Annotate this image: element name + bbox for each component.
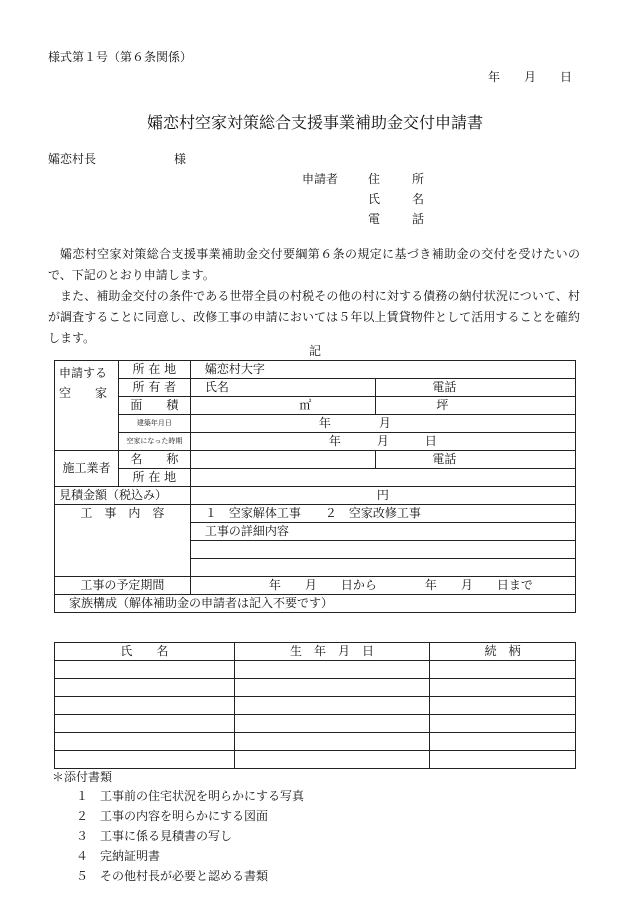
table-row bbox=[55, 697, 576, 715]
work-label: 工 事 内 容 bbox=[55, 505, 191, 577]
addressee-honorific: 様 bbox=[174, 152, 187, 166]
table-row bbox=[55, 715, 576, 733]
contractor-name-label: 名 称 bbox=[118, 451, 190, 469]
work-options[interactable]: １ 空家解体工事 ２ 空家改修工事 bbox=[190, 505, 575, 523]
table-row bbox=[55, 751, 576, 769]
vacant-value[interactable]: 年 月 日 bbox=[190, 433, 575, 451]
owner-label: 所 有 者 bbox=[118, 379, 190, 397]
contractor-loc-label: 所 在 地 bbox=[118, 469, 190, 487]
list-item: ５ その他村長が必要と認める書類 bbox=[76, 869, 269, 883]
attachments-list bbox=[76, 786, 304, 886]
family-col-relation: 続 柄 bbox=[430, 643, 576, 661]
addressee-label: 孀恋村長 bbox=[48, 152, 97, 166]
akiya-label: 申請する 空 家 bbox=[55, 361, 119, 451]
location-value[interactable]: 孀恋村大字 bbox=[190, 361, 575, 379]
applicant-name: 氏 名 bbox=[368, 192, 435, 206]
owner-phone[interactable]: 電話 bbox=[376, 379, 576, 397]
vacant-label: 空家になった時期 bbox=[118, 433, 190, 451]
built-label: 建築年月日 bbox=[118, 415, 190, 433]
list-item: ４ 完納証明書 bbox=[76, 849, 161, 863]
location-label: 所 在 地 bbox=[118, 361, 190, 379]
attachments-heading: ＊添付書類 bbox=[52, 770, 113, 784]
list-item: ２ 工事の内容を明らかにする図面 bbox=[76, 809, 269, 823]
list-item: ３ 工事に係る見積書の写し bbox=[76, 829, 233, 843]
estimate-value[interactable]: 円 bbox=[190, 487, 575, 505]
body-text bbox=[48, 244, 580, 349]
applicant-label: 申請者 bbox=[302, 172, 339, 186]
period-value[interactable]: 年 月 日から 年 月 日まで bbox=[190, 577, 575, 595]
work-detail-line[interactable] bbox=[190, 541, 575, 559]
family-heading: 家族構成（解体補助金の申請者は記入不要です） bbox=[55, 595, 576, 613]
addressee bbox=[48, 150, 187, 167]
built-value[interactable]: 年 月 bbox=[190, 415, 575, 433]
ki-mark: 記 bbox=[308, 344, 321, 358]
form-number: 様式第１号（第６条関係） bbox=[48, 50, 193, 64]
owner-name[interactable]: 氏名 bbox=[190, 379, 376, 397]
page-title: 孀恋村空家対策総合支援事業補助金交付申請書 bbox=[146, 113, 483, 132]
area-label: 面 積 bbox=[118, 397, 190, 415]
work-detail-line[interactable] bbox=[190, 559, 575, 577]
table-row bbox=[55, 679, 576, 697]
body-paragraph-1: 孀恋村空家対策総合支援事業補助金交付要綱第６条の規定に基づき補助金の交付を受けたいので、下記のとおり申請します。 bbox=[48, 247, 580, 282]
period-label: 工事の予定期間 bbox=[55, 577, 191, 595]
area-tsubo[interactable]: 坪 bbox=[376, 397, 576, 415]
contractor-name[interactable] bbox=[190, 451, 376, 469]
area-m2[interactable]: ㎡ bbox=[190, 397, 376, 415]
date-line: 年 月 日 bbox=[488, 70, 573, 84]
application-table bbox=[54, 360, 576, 613]
applicant-phone: 電 話 bbox=[368, 212, 435, 226]
contractor-location[interactable] bbox=[190, 469, 575, 487]
family-table bbox=[54, 642, 576, 769]
list-item: １ 工事前の住宅状況を明らかにする写真 bbox=[76, 789, 305, 803]
contractor-phone[interactable]: 電話 bbox=[376, 451, 576, 469]
table-row bbox=[55, 661, 576, 679]
family-col-birth: 生 年 月 日 bbox=[234, 643, 430, 661]
estimate-label: 見積金額（税込み） bbox=[55, 487, 191, 505]
work-detail-label: 工事の詳細内容 bbox=[190, 523, 575, 541]
family-col-name: 氏 名 bbox=[55, 643, 235, 661]
contractor-label: 施工業者 bbox=[55, 451, 119, 487]
table-row bbox=[55, 733, 576, 751]
applicant-address: 住 所 bbox=[368, 172, 435, 186]
body-paragraph-2: また、補助金交付の条件である世帯全員の村税その他の村に対する債務の納付状況について、村が調査することに同意し、改修工事の申請においては５年以上賃貸物件として活用することを確約します。 bbox=[48, 289, 580, 345]
